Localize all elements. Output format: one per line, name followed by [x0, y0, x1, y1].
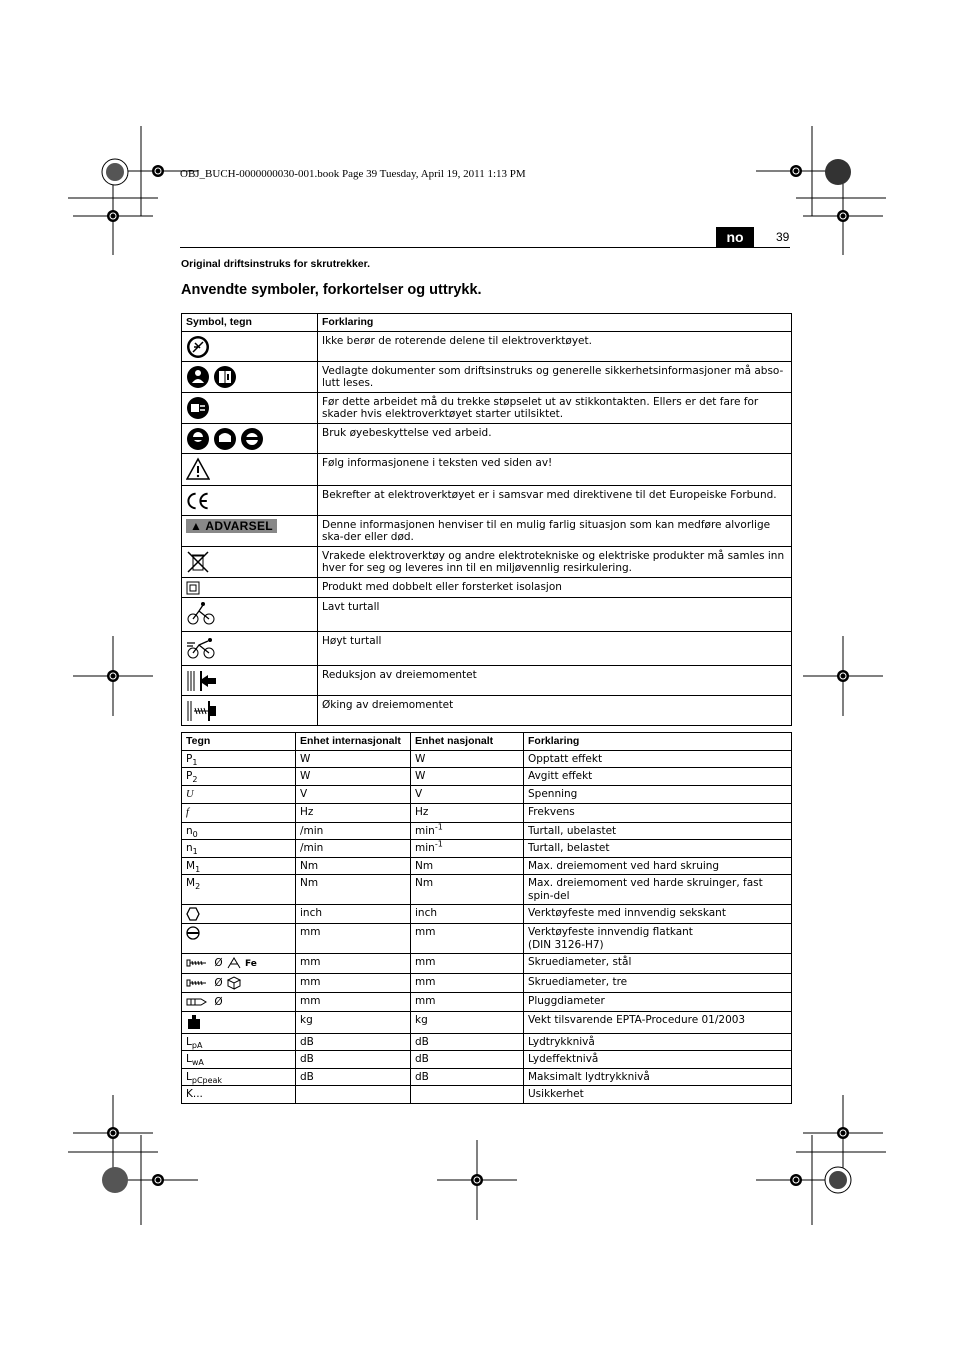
- file-info-line: OBJ_BUCH-0000000030-001.book Page 39 Tuesday, April 19, 2011 1:13 PM: [180, 168, 526, 180]
- col-sign-header: Tegn: [182, 733, 296, 751]
- row-text: Høyt turtall: [318, 631, 792, 665]
- row-text: Denne informasjonen henviser til en mulig farlig situasjon som kan medføre alvorlige ska-der eller død.: [318, 515, 792, 546]
- explanation-cell: Opptatt effekt: [524, 750, 792, 768]
- national-unit-cell: V: [411, 785, 524, 804]
- national-unit-cell: mm: [411, 954, 524, 974]
- double-insulation-icon: [186, 581, 200, 595]
- sign-cell: $n_0$: [182, 822, 296, 840]
- national-unit-cell: W: [411, 750, 524, 768]
- table-row: [182, 331, 792, 361]
- explanation-cell: Maksimalt lydtrykknivå: [524, 1068, 792, 1086]
- national-unit-cell: dB: [411, 1051, 524, 1069]
- table-row: [182, 1068, 792, 1086]
- read-manual-book-icon: [213, 365, 237, 389]
- intl-unit-cell: W: [296, 750, 411, 768]
- intl-unit-cell: mm: [296, 992, 411, 1011]
- warning-triangle-icon: [186, 457, 210, 481]
- row-text: Produkt med dobbelt eller forsterket isolasjon: [318, 577, 792, 597]
- sign-cell: $n_1$: [182, 840, 296, 858]
- goggles-icon: [240, 427, 264, 451]
- explanation-cell: Spenning: [524, 785, 792, 804]
- table-row: [182, 1086, 792, 1104]
- explanation-cell: Skruediameter, stål: [524, 954, 792, 974]
- dowel-icon: [186, 995, 208, 1009]
- read-manual-person-icon: [186, 365, 210, 389]
- language-badge: no: [716, 227, 754, 247]
- weight-icon: [186, 1014, 202, 1030]
- table-header-row: [182, 733, 792, 751]
- national-unit-cell: inch: [411, 905, 524, 924]
- face-shield-icon: [213, 427, 237, 451]
- table-row: [182, 631, 792, 665]
- sign-cell: $P_2$: [182, 768, 296, 786]
- table-row: [182, 840, 792, 858]
- national-unit-cell: mm: [411, 992, 524, 1011]
- low-speed-bicycle-icon: [186, 601, 216, 625]
- row-text: Vedlagte dokumenter som driftsinstruks og generelle sikkerhetsinformasjoner må abso-lutt leses.: [318, 361, 792, 392]
- row-text: Bruk øyebeskyttelse ved arbeid.: [318, 423, 792, 453]
- explanation-cell: Vekt tilsvarende EPTA-Procedure 01/2003: [524, 1011, 792, 1033]
- table-row: [182, 1033, 792, 1051]
- page-title: Anvendte symboler, forkortelser og uttrykk.: [181, 282, 482, 298]
- table-row: [182, 485, 792, 515]
- explanation-cell: Turtall, belastet: [524, 840, 792, 858]
- intl-unit-cell: inch: [296, 905, 411, 924]
- sign-cell: [182, 1011, 296, 1033]
- steel-icon: [226, 956, 242, 970]
- explanation-cell: Max. dreiemoment ved harde skruinger, fast spin-del: [524, 875, 792, 905]
- table-row: [182, 423, 792, 453]
- row-text: Reduksjon av dreiemomentet: [318, 665, 792, 695]
- table-row: [182, 453, 792, 485]
- explanation-cell: Max. dreiemoment ved hard skruing: [524, 857, 792, 875]
- sign-cell: Ø Fe: [182, 954, 296, 974]
- intl-unit-cell: V: [296, 785, 411, 804]
- explanation-cell: Lydtrykknivå: [524, 1033, 792, 1051]
- intl-unit-cell: [296, 1086, 411, 1104]
- national-unit-cell: W: [411, 768, 524, 786]
- row-text: Ikke berør de roterende delene til elektroverktøyet.: [318, 331, 792, 361]
- explanation-cell: Frekvens: [524, 804, 792, 823]
- symbols-table: [181, 313, 792, 726]
- torque-increase-icon: [186, 699, 218, 723]
- sign-cell: Ø: [182, 992, 296, 1011]
- intl-unit-cell: Nm: [296, 875, 411, 905]
- warning-label-text: ADVARSEL: [205, 518, 273, 533]
- explanation-cell: Lydeffektnivå: [524, 1051, 792, 1069]
- table-row: [182, 546, 792, 577]
- table-row: [182, 361, 792, 392]
- intl-unit-cell: dB: [296, 1068, 411, 1086]
- subtitle: Original driftsinstruks for skrutrekker.: [181, 258, 371, 270]
- table-row: [182, 768, 792, 786]
- table-row: [182, 924, 792, 954]
- intl-unit-cell: /min: [296, 840, 411, 858]
- explanation-cell: Skruediameter, tre: [524, 973, 792, 992]
- intl-unit-cell: dB: [296, 1033, 411, 1051]
- national-unit-cell: [411, 1086, 524, 1104]
- table-row: [182, 665, 792, 695]
- col-explanation-header: Forklaring: [318, 314, 792, 332]
- table-row: [182, 785, 792, 804]
- sign-cell: $P_1$: [182, 750, 296, 768]
- page-number: 39: [776, 230, 790, 244]
- table-row: [182, 695, 792, 725]
- intl-unit-cell: mm: [296, 973, 411, 992]
- table-row: [182, 577, 792, 597]
- row-text: Øking av dreiemomentet: [318, 695, 792, 725]
- explanation-cell: Verktøyfeste innvendig flatkant (DIN 3126-H7): [524, 924, 792, 954]
- national-unit-cell: kg: [411, 1011, 524, 1033]
- table-row: [182, 515, 792, 546]
- explanation-cell: Pluggdiameter: [524, 992, 792, 1011]
- table-row: [182, 954, 792, 974]
- no-touch-rotating-icon: [186, 335, 210, 359]
- table-row: [182, 875, 792, 905]
- row-text: Lavt turtall: [318, 597, 792, 631]
- sign-cell: $L_{pCpeak}$: [182, 1068, 296, 1086]
- national-unit-cell: $\min^{-1}$: [411, 822, 524, 840]
- table-row: [182, 857, 792, 875]
- table-row: [182, 992, 792, 1011]
- intl-unit-cell: dB: [296, 1051, 411, 1069]
- crossed-bin-icon: [186, 550, 210, 574]
- screw-icon: [186, 976, 208, 990]
- intl-unit-cell: /min: [296, 822, 411, 840]
- table-row: [182, 597, 792, 631]
- intl-unit-cell: W: [296, 768, 411, 786]
- screw-icon: [186, 956, 208, 970]
- ce-mark-icon: [186, 489, 210, 513]
- hexagon-socket-icon: [186, 907, 200, 921]
- table-row: [182, 750, 792, 768]
- national-unit-cell: Hz: [411, 804, 524, 823]
- wood-icon: [226, 976, 242, 990]
- table-row: [182, 1051, 792, 1069]
- row-text: Før dette arbeidet må du trekke støpselet ut av stikkontakten. Ellers er det fare for skader hvis elektroverktøyet starter utilsiktet.: [318, 392, 792, 423]
- explanation-cell: Avgitt effekt: [524, 768, 792, 786]
- national-unit-cell: Nm: [411, 875, 524, 905]
- table-header-row: [182, 314, 792, 332]
- national-unit-cell: dB: [411, 1033, 524, 1051]
- col-symbol-header: Symbol, tegn: [182, 314, 318, 332]
- row-text: Vrakede elektroverktøy og andre elektrotekniske og elektriske produkter må samles inn hver for seg og leveres inn til en miljøvennlig resirkulering.: [318, 546, 792, 577]
- table-row: [182, 804, 792, 823]
- flat-shank-icon: [186, 926, 200, 940]
- intl-unit-cell: kg: [296, 1011, 411, 1033]
- intl-unit-cell: mm: [296, 924, 411, 954]
- warning-label: ▲ ADVARSEL: [186, 519, 277, 534]
- table-row: [182, 822, 792, 840]
- table-row: [182, 973, 792, 992]
- explanation-cell: Verktøyfeste med innvendig sekskant: [524, 905, 792, 924]
- sign-cell: $L_{pA}$: [182, 1033, 296, 1051]
- sign-cell: $L_{wA}$: [182, 1051, 296, 1069]
- sign-cell: [182, 924, 296, 954]
- row-text: Bekrefter at elektroverktøyet er i samsvar med direktivene til det Europeiske Forbund.: [318, 485, 792, 515]
- sign-cell: $M_2$: [182, 875, 296, 905]
- table-row: [182, 392, 792, 423]
- sign-cell: [182, 905, 296, 924]
- national-unit-cell: Nm: [411, 857, 524, 875]
- explanation-cell: Turtall, ubelastet: [524, 822, 792, 840]
- intl-unit-cell: Nm: [296, 857, 411, 875]
- high-speed-bicycle-icon: [186, 635, 216, 659]
- national-unit-cell: mm: [411, 973, 524, 992]
- torque-reduction-icon: [186, 669, 218, 693]
- sign-cell: $M_1$: [182, 857, 296, 875]
- sign-cell: U: [182, 785, 296, 804]
- eye-protection-icon: [186, 427, 210, 451]
- sign-cell: f: [182, 804, 296, 823]
- col-national-unit-header: Enhet nasjonalt: [411, 733, 524, 751]
- col-intl-unit-header: Enhet internasjonalt: [296, 733, 411, 751]
- row-text: Følg informasjonene i teksten ved siden av!: [318, 453, 792, 485]
- table-row: [182, 905, 792, 924]
- intl-unit-cell: mm: [296, 954, 411, 974]
- intl-unit-cell: Hz: [296, 804, 411, 823]
- sign-cell: K...: [182, 1086, 296, 1104]
- col-explanation-header: Forklaring: [524, 733, 792, 751]
- explanation-cell: Usikkerhet: [524, 1086, 792, 1104]
- unplug-icon: [186, 396, 210, 420]
- national-unit-cell: $\min^{-1}$: [411, 840, 524, 858]
- header-rule: [180, 247, 790, 248]
- sign-cell: Ø: [182, 973, 296, 992]
- table-row: [182, 1011, 792, 1033]
- national-unit-cell: dB: [411, 1068, 524, 1086]
- units-table: [181, 732, 792, 1104]
- national-unit-cell: mm: [411, 924, 524, 954]
